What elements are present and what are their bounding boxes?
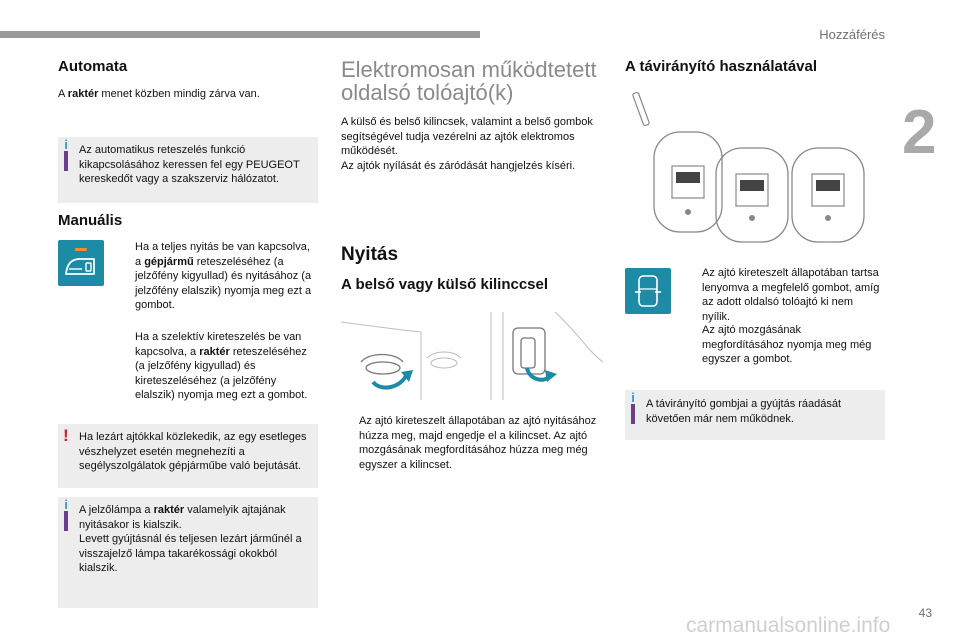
nyitas-heading: Nyitás	[341, 244, 399, 265]
sliding-door-icon	[625, 268, 671, 314]
remote-bullet-2: Az ajtó mozgásának megfordításához nyomja meg még egyszer a gombot.	[684, 323, 884, 367]
section-label: Hozzáférés	[819, 27, 885, 42]
info-box-auto-lock	[58, 137, 318, 203]
remote-heading: A távirányító használatával	[625, 58, 818, 75]
bullet-icon	[117, 330, 135, 403]
info-bar	[64, 151, 68, 171]
door-handle-illustration	[341, 312, 603, 400]
handle-subheading: A belső vagy külső kilinccsel	[341, 276, 549, 293]
info-bar	[631, 404, 635, 424]
remote-bullet-1: Az ajtó kireteszelt állapotában tartsa lenyomva a megfelelő gombot, amíg az adott oldalsó tolóajtó ki nem nyílik.	[684, 266, 884, 324]
info-text: Az automatikus reteszelés funkció kikapcsolásához keressen fel egy PEUGEOT kereskedőt vagy a szakszerviz hálózatot.	[79, 144, 300, 185]
automata-paragraph: A raktér menet közben mindig zárva van.	[58, 88, 260, 100]
remote-keys-illustration	[632, 88, 888, 244]
info-box-remote	[625, 390, 885, 440]
bullet-icon	[684, 323, 702, 367]
info-text: A távirányító gombjai a gyújtás ráadását követően már nem működnek.	[646, 398, 842, 425]
page-title: Elektromosan működtetett oldalsó tolóajtó(k)	[341, 57, 597, 105]
info-bar	[64, 511, 68, 531]
automata-heading: Automata	[58, 58, 128, 75]
warning-box	[58, 424, 318, 488]
door-lock-button-icon	[58, 240, 104, 286]
info-text: A jelzőlámpa a raktér valamelyik ajtajának nyitásakor is kialszik. Levett gyújtásnál és teljesen lezárt járműnél a visszajelző lámpa takarékossági okokból kialszik.	[79, 504, 302, 574]
warning-text: Ha lezárt ajtókkal közlekedik, az egy esetleges vészhelyzet esetén megnehezíti a segélyszolgálatok gépjárműbe való bejutását.	[79, 431, 307, 472]
bullet-icon	[684, 266, 702, 324]
handle-bullet: Az ajtó kireteszelt állapotában az ajtó nyitásához húzza meg, majd engedje el a kilincset. Az ajtó mozgásának megfordításához húzza meg még egyszer a kilincset.	[341, 414, 601, 472]
page-number: 43	[918, 606, 932, 620]
manual-bullet-2: Ha a szelektív kireteszelés be van kapcsolva, a raktér reteszeléséhez (a jelzőfény kigyullad) és kireteszeléséhez (a jelzőfény elalszik) nyomja meg ezt a gombot.	[117, 330, 317, 403]
info-icon: i	[64, 137, 68, 152]
bullet-icon	[117, 240, 135, 313]
info-icon: i	[64, 497, 68, 512]
info-icon: i	[631, 390, 635, 405]
manualis-heading: Manuális	[58, 212, 123, 229]
bullet-icon	[341, 414, 359, 472]
chapter-number: 2	[902, 98, 937, 167]
warning-icon: !	[63, 426, 69, 445]
manual-bullet-1: Ha a teljes nyitás be van kapcsolva, a gépjármű reteszeléséhez (a jelzőfény kigyullad) és nyitásához (a jelzőfény elalszik) nyomja meg ezt a gombot.	[117, 240, 317, 313]
info-box-indicator	[58, 497, 318, 608]
intro-paragraph: A külső és belső kilincsek, valamint a belső gombok segítségével tudja vezérelni az ajtók elektromos működését. Az ajtók nyílását és záródását hangjelzés kíséri.	[341, 116, 593, 172]
header-bar	[0, 31, 480, 38]
watermark: carmanualsonline.info	[686, 614, 891, 637]
